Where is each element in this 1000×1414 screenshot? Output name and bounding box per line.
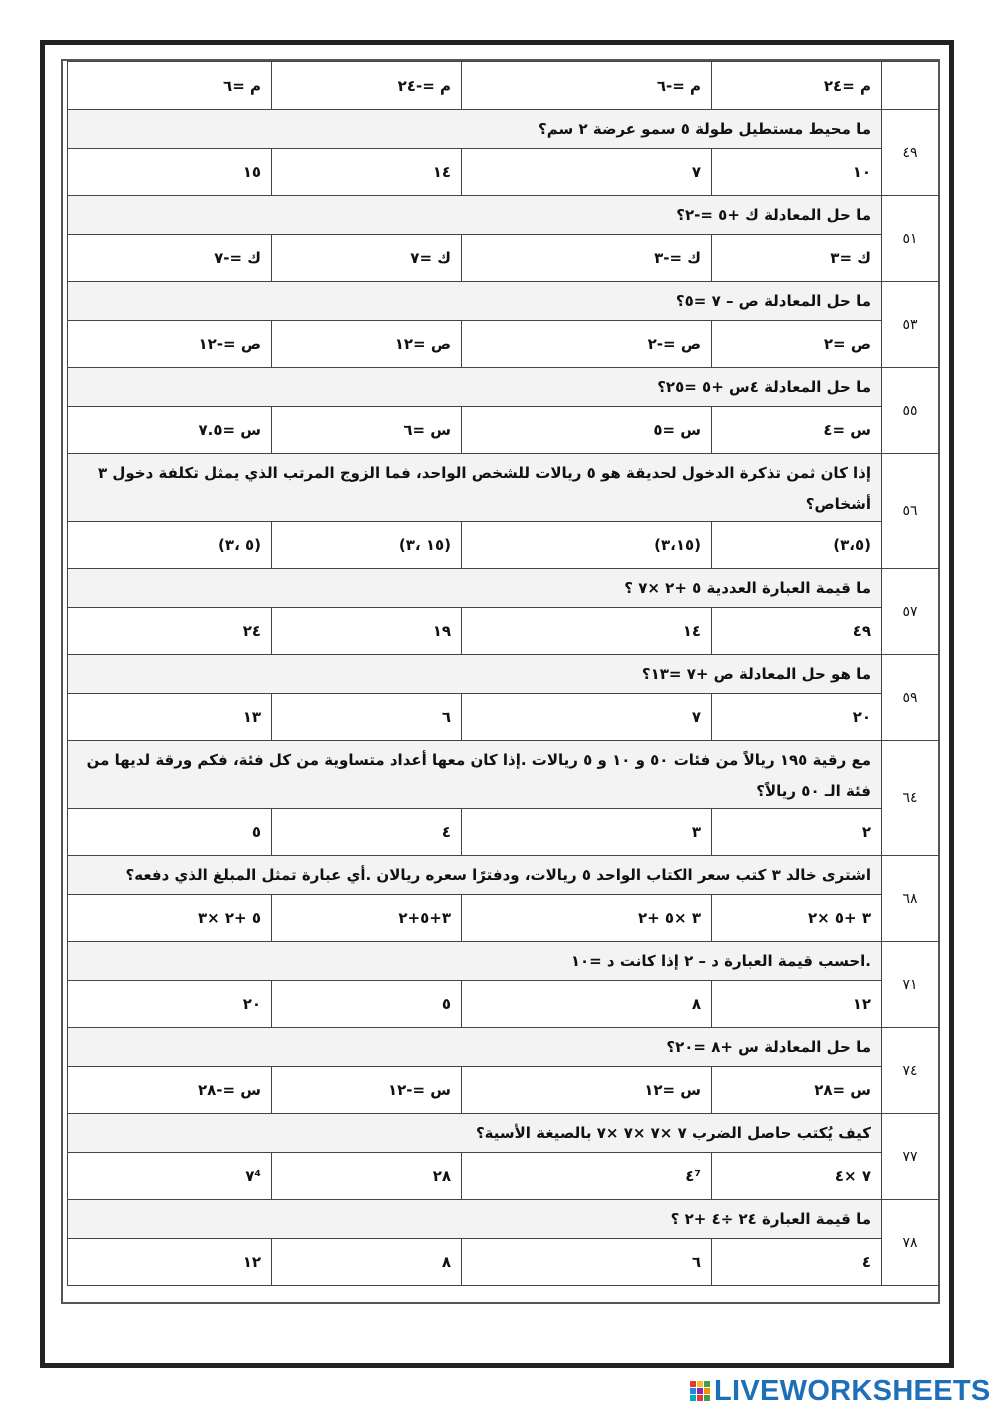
question-row	[68, 1200, 939, 1239]
answer-option[interactable]: ٤⁷	[462, 1153, 712, 1200]
question-row	[68, 454, 939, 522]
answer-option[interactable]: ١٥	[68, 149, 272, 196]
answer-option[interactable]: ١٣	[68, 694, 272, 741]
answer-option[interactable]: ٢٤	[68, 608, 272, 655]
answer-row	[68, 321, 939, 368]
answer-option[interactable]: ٧ ×٤	[712, 1153, 882, 1200]
answer-option[interactable]: ١٤	[272, 149, 462, 196]
answer-option[interactable]: ص =١٢	[272, 321, 462, 368]
answer-option[interactable]: (١٥ ،٣)	[272, 522, 462, 569]
question-text: ما قيمة العبارة ٢٤ ÷٤ +٢ ؟	[68, 1200, 882, 1239]
answer-option[interactable]: ٥	[272, 981, 462, 1028]
answer-option[interactable]: س =-١٢	[272, 1067, 462, 1114]
answer-option[interactable]: ٢٠	[68, 981, 272, 1028]
answer-option[interactable]: ١٠	[712, 149, 882, 196]
question-text: ما حل المعادلة س +٨ =٢٠؟	[68, 1028, 882, 1067]
question-row	[68, 569, 939, 608]
answer-row	[68, 1239, 939, 1286]
answer-option[interactable]: ٨	[272, 1239, 462, 1286]
question-number-cell	[882, 62, 939, 110]
answer-option[interactable]: (٥ ،٣)	[68, 522, 272, 569]
question-number: ٥١	[882, 196, 939, 282]
answer-option[interactable]: س =٦	[272, 407, 462, 454]
answer-row	[68, 1153, 939, 1200]
question-text: ما هو حل المعادلة ص +٧ =١٣؟	[68, 655, 882, 694]
answer-option[interactable]: ٣ +٥ ×٢	[712, 895, 882, 942]
answer-option[interactable]: ص =٢	[712, 321, 882, 368]
answer-option[interactable]: ٨	[462, 981, 712, 1028]
question-row	[68, 196, 939, 235]
answer-option[interactable]: ٣ ×٥ +٢	[462, 895, 712, 942]
question-text: مع رقية ١٩٥ ريالاً من فئات ٥٠ و ١٠ و ٥ ريالات .إذا كان معها أعداد متساوية من كل فئة، فكم ورقة لديها من فئة الـ ٥٠ ريالاً؟	[68, 741, 882, 809]
answer-option[interactable]: ٧	[462, 694, 712, 741]
question-text: ما حل المعادلة ص – ٧ =٥؟	[68, 282, 882, 321]
question-row	[68, 1028, 939, 1067]
answer-option[interactable]: (٣،٥)	[712, 522, 882, 569]
question-row	[68, 1114, 939, 1153]
answer-row	[68, 149, 939, 196]
answer-option[interactable]: س =٧.٥	[68, 407, 272, 454]
answer-row	[68, 694, 939, 741]
answer-option[interactable]: ٦	[272, 694, 462, 741]
answer-option[interactable]: ص =-٢	[462, 321, 712, 368]
worksheet	[61, 59, 940, 1304]
answer-option[interactable]: م =٢٤	[712, 62, 882, 110]
question-row	[68, 110, 939, 149]
answer-option[interactable]: ٧⁴	[68, 1153, 272, 1200]
question-number: ٦٨	[882, 856, 939, 942]
question-row	[68, 655, 939, 694]
answer-option[interactable]: ٥ +٢ ×٣	[68, 895, 272, 942]
question-row	[68, 282, 939, 321]
brand-logo	[690, 1376, 991, 1406]
question-number: ٧١	[882, 942, 939, 1028]
answer-option[interactable]: (٣،١٥)	[462, 522, 712, 569]
answer-option[interactable]: م =-٢٤	[272, 62, 462, 110]
question-text: .احسب قيمة العبارة د – ٢ إذا كانت د =١٠	[68, 942, 882, 981]
answer-option[interactable]: ١٢	[68, 1239, 272, 1286]
answer-option[interactable]: ٤	[272, 809, 462, 856]
brand-text: LIVEWORKSHEETS	[714, 1374, 991, 1407]
answer-option[interactable]: ٢	[712, 809, 882, 856]
answer-row	[68, 62, 939, 110]
question-number: ٥٣	[882, 282, 939, 368]
question-number: ٥٦	[882, 454, 939, 569]
question-number: ٦٤	[882, 741, 939, 856]
answer-option[interactable]: ٢٠	[712, 694, 882, 741]
question-text: ما محيط مستطيل طولة ٥ سمو عرضة ٢ سم؟	[68, 110, 882, 149]
answer-option[interactable]: م =٦	[68, 62, 272, 110]
question-row	[68, 942, 939, 981]
answer-option[interactable]: ٥	[68, 809, 272, 856]
answer-option[interactable]: ك =٧	[272, 235, 462, 282]
question-text: إذا كان ثمن تذكرة الدخول لحديقة هو ٥ ريالات للشخص الواحد، فما الزوج المرتب الذي يمثل تكلفة دخول ٣ أشخاص؟	[68, 454, 882, 522]
answer-option[interactable]: ٦	[462, 1239, 712, 1286]
answer-row	[68, 809, 939, 856]
answer-option[interactable]: ٤٩	[712, 608, 882, 655]
answer-option[interactable]: ٧	[462, 149, 712, 196]
answer-option[interactable]: ١٢	[712, 981, 882, 1028]
answer-option[interactable]: س =٥	[462, 407, 712, 454]
answer-option[interactable]: ك =٣	[712, 235, 882, 282]
answer-row	[68, 407, 939, 454]
answer-option[interactable]: ٢٨	[272, 1153, 462, 1200]
answer-option[interactable]: ٣+٥+٢	[272, 895, 462, 942]
answer-row	[68, 608, 939, 655]
question-number: ٥٥	[882, 368, 939, 454]
question-text: ما حل المعادلة ك +٥ =-٢؟	[68, 196, 882, 235]
question-row	[68, 741, 939, 809]
answer-option[interactable]: ك =-٧	[68, 235, 272, 282]
answer-option[interactable]: س =٤	[712, 407, 882, 454]
answer-option[interactable]: ٤	[712, 1239, 882, 1286]
answer-row	[68, 235, 939, 282]
answer-row	[68, 1067, 939, 1114]
answer-option[interactable]: م =-٦	[462, 62, 712, 110]
answer-option[interactable]: ك =-٣	[462, 235, 712, 282]
question-text: اشترى خالد ٣ كتب سعر الكتاب الواحد ٥ ريالات، ودفترًا سعره ريالان .أي عبارة تمثل المبلغ الذي دفعه؟	[68, 856, 882, 895]
answer-option[interactable]: ١٤	[462, 608, 712, 655]
liveworksheets-logo-icon	[690, 1381, 710, 1401]
answer-option[interactable]: س =-٢٨	[68, 1067, 272, 1114]
answer-option[interactable]: ٣	[462, 809, 712, 856]
question-number: ٧٤	[882, 1028, 939, 1114]
questions-table	[67, 61, 939, 1286]
answer-row	[68, 981, 939, 1028]
answer-row	[68, 522, 939, 569]
answer-row	[68, 895, 939, 942]
answer-option[interactable]: ص =-١٢	[68, 321, 272, 368]
question-text: كيف يُكتب حاصل الضرب ٧ ×٧ ×٧ ×٧ بالصيغة الأسية؟	[68, 1114, 882, 1153]
question-number: ٧٧	[882, 1114, 939, 1200]
question-number: ٥٩	[882, 655, 939, 741]
question-number: ٥٧	[882, 569, 939, 655]
question-row	[68, 368, 939, 407]
question-text: ما حل المعادلة ٤س +٥ =٢٥؟	[68, 368, 882, 407]
question-number: ٤٩	[882, 110, 939, 196]
question-number: ٧٨	[882, 1200, 939, 1286]
answer-option[interactable]: س =٢٨	[712, 1067, 882, 1114]
question-row	[68, 856, 939, 895]
question-text: ما قيمة العبارة العددية ٥ +٢ ×٧ ؟	[68, 569, 882, 608]
answer-option[interactable]: ١٩	[272, 608, 462, 655]
answer-option[interactable]: س =١٢	[462, 1067, 712, 1114]
